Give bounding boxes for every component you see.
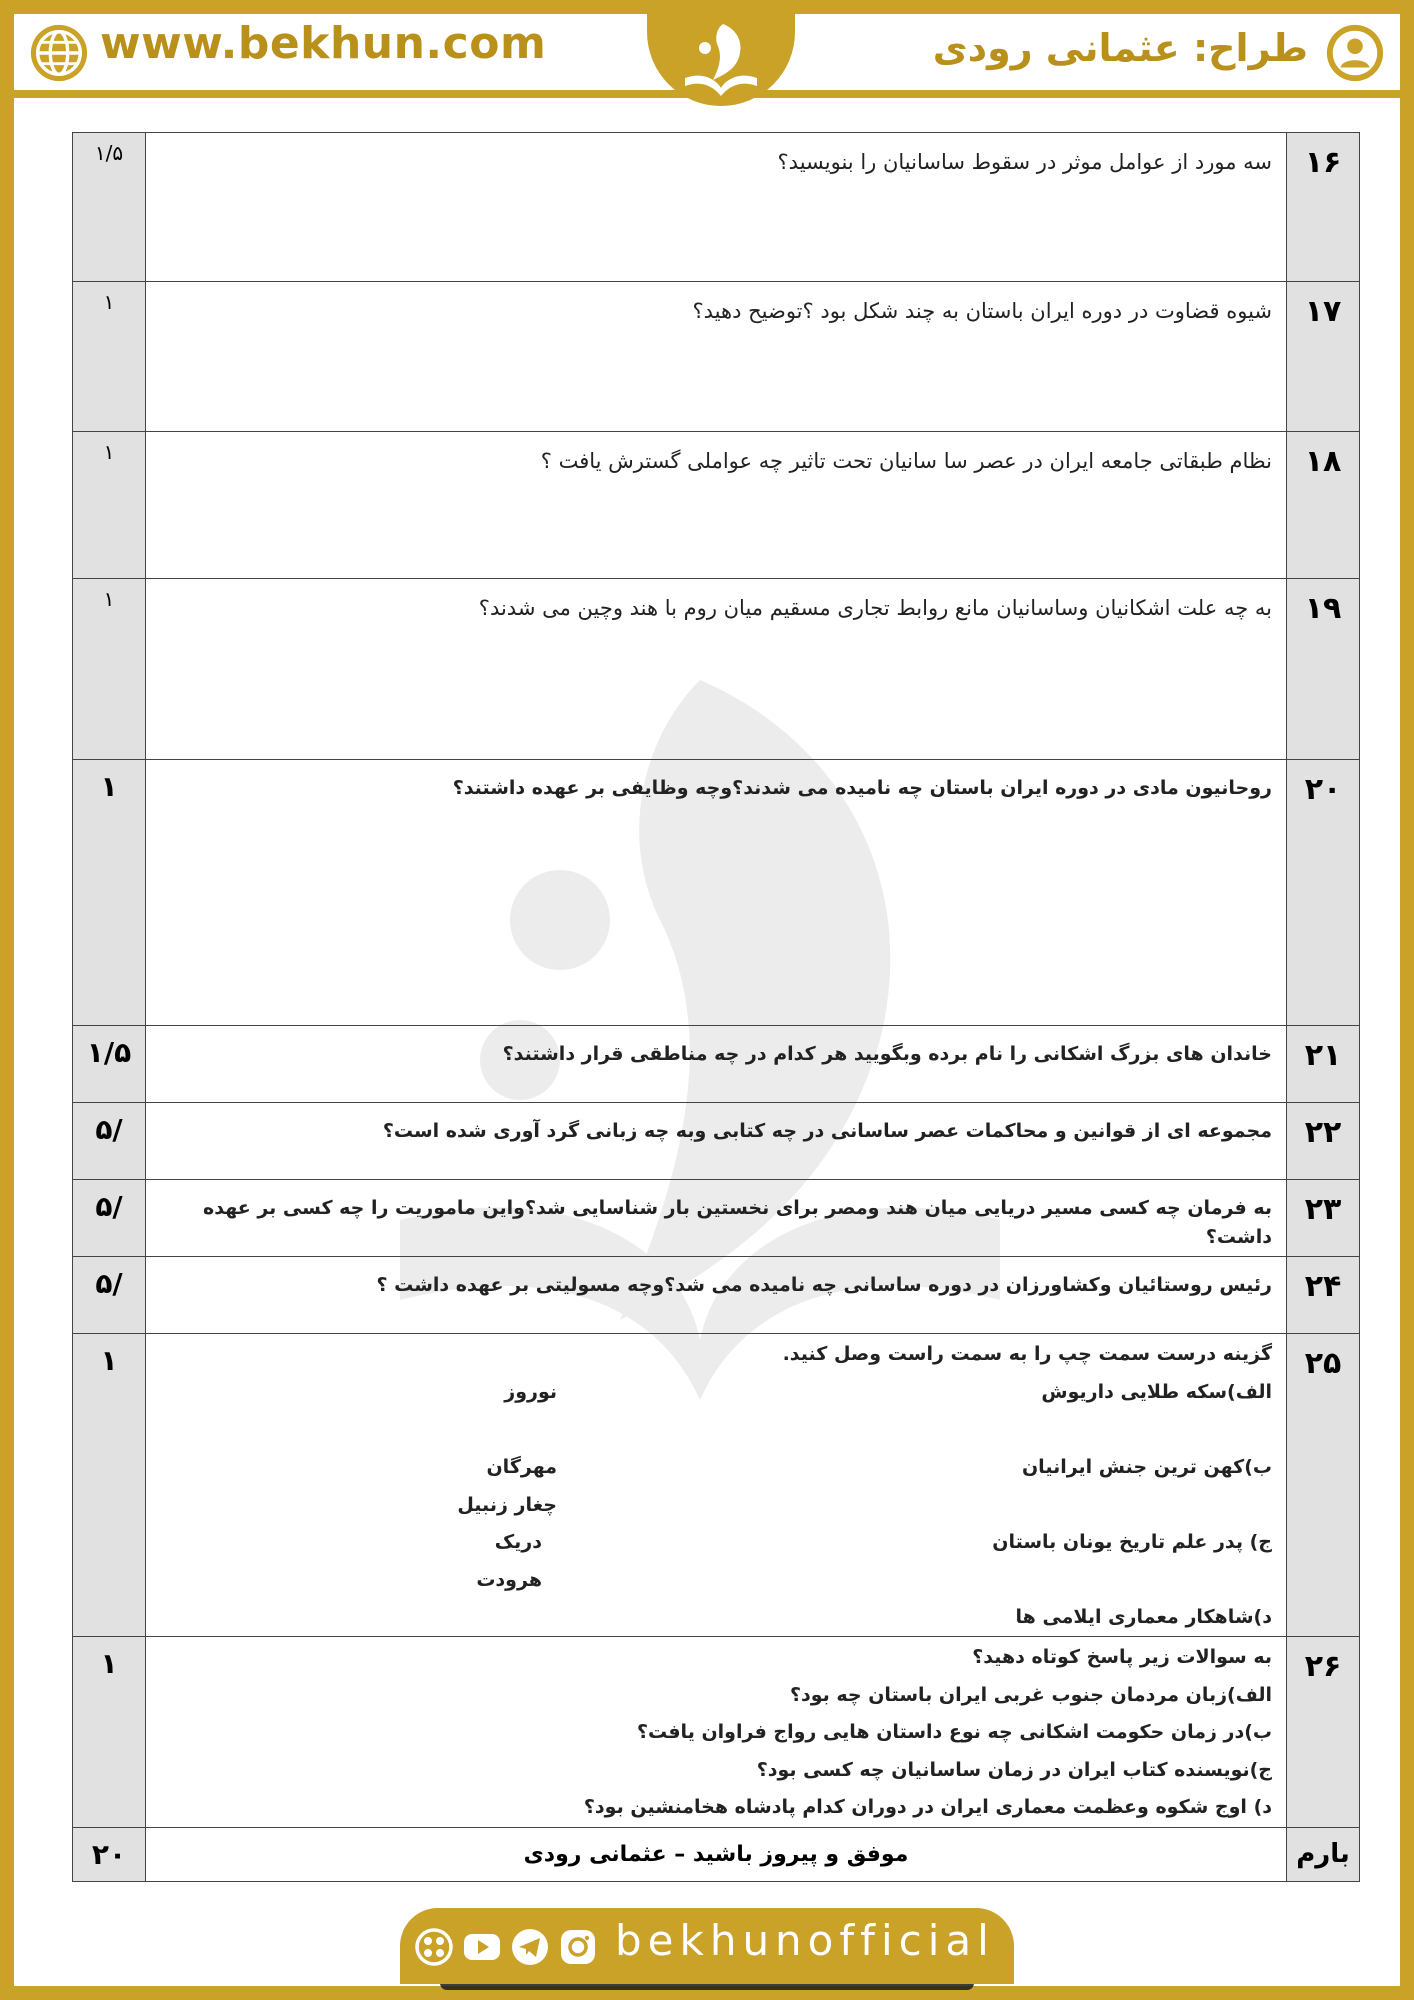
question-number: ۲۵ bbox=[1287, 1334, 1360, 1637]
table-row bbox=[73, 1180, 1360, 1257]
matching-item-b: ب)کهن ترین جنش ایرانیان bbox=[1021, 1456, 1272, 1478]
question-text: خاندان های بزرگ اشکانی را نام برده وبگویید هر کدام در چه مناطقی قرار داشتند؟ bbox=[146, 1026, 1287, 1103]
table-row bbox=[73, 1103, 1360, 1180]
table-row bbox=[73, 1026, 1360, 1103]
question-number: ۲۴ bbox=[1287, 1257, 1360, 1334]
question-text: سه مورد از عوامل موثر در سقوط ساسانیان را بنویسید؟ bbox=[146, 133, 1287, 282]
table-row bbox=[73, 1334, 1360, 1637]
short-answer-line: ج)نویسنده کتاب ایران در زمان ساسانیان چه کسی بود؟ bbox=[756, 1758, 1272, 1781]
score-cell: ۱/۵ bbox=[73, 1026, 146, 1103]
matching-option: دریک bbox=[494, 1531, 542, 1553]
short-answer-line: الف)زبان مردمان جنوب غربی ایران باستان چه بود؟ bbox=[789, 1683, 1272, 1706]
youtube-icon[interactable] bbox=[462, 1927, 502, 1967]
score-cell: /۵ bbox=[73, 1180, 146, 1257]
question-text: شیوه قضاوت در دوره ایران باستان به چند شکل بود ؟توضیح دهید؟ bbox=[146, 282, 1287, 432]
question-text: رئیس روستائیان وکشاورزان در دوره ساسانی چه نامیده می شد؟وچه مسولیتی بر عهده داشت ؟ bbox=[146, 1257, 1287, 1334]
question-text: به چه علت اشکانیان وساسانیان مانع روابط تجاری مسقیم میان روم با هند وچین می شدند؟ bbox=[146, 579, 1287, 760]
exam-table bbox=[72, 132, 1360, 1882]
score-cell: ۱ bbox=[73, 432, 146, 579]
question-number: ۱۹ bbox=[1287, 579, 1360, 760]
social-footer bbox=[400, 1908, 1014, 1984]
matching-item-a: الف)سکه طلایی داریوش bbox=[1041, 1381, 1272, 1403]
short-answer-line: به سوالات زیر پاسخ کوتاه دهید؟ bbox=[972, 1646, 1272, 1668]
question-text: نظام طبقاتی جامعه ایران در عصر سا سانیان تحت تاثیر چه عواملی گسترش یافت ؟ bbox=[146, 432, 1287, 579]
table-row bbox=[73, 1637, 1360, 1828]
short-answer-line: د) اوج شکوه وعظمت معماری ایران در دوران کدام پادشاه هخامنشین بود؟ bbox=[583, 1796, 1272, 1818]
score-cell: ۱ bbox=[73, 282, 146, 432]
matching-question bbox=[146, 1334, 1287, 1637]
score-cell: ۱ bbox=[73, 1334, 146, 1637]
matching-option: نوروز bbox=[504, 1381, 557, 1403]
book-feather-logo-icon bbox=[677, 20, 765, 100]
instagram-icon[interactable] bbox=[558, 1927, 598, 1967]
total-score: ۲۰ bbox=[73, 1827, 146, 1881]
short-answer-line: ب)در زمان حکومت اشکانی چه نوع داستان هایی رواج فراوان یافت؟ bbox=[636, 1721, 1272, 1743]
question-number: ۱۷ bbox=[1287, 282, 1360, 432]
score-cell: ۱/۵ bbox=[73, 133, 146, 282]
question-number: ۱۸ bbox=[1287, 432, 1360, 579]
summary-row bbox=[73, 1827, 1360, 1881]
aparat-icon[interactable] bbox=[414, 1927, 454, 1967]
question-number: ۲۲ bbox=[1287, 1103, 1360, 1180]
score-label: بارم bbox=[1287, 1827, 1360, 1881]
matching-option: مهرگان bbox=[486, 1456, 557, 1478]
table-row bbox=[73, 760, 1360, 1026]
social-handle[interactable]: bekhunofficial bbox=[615, 1916, 995, 1965]
matching-instruction: گزینه درست سمت چپ را به سمت راست وصل کنید. bbox=[782, 1343, 1272, 1365]
table-row bbox=[73, 1257, 1360, 1334]
score-cell: ۱ bbox=[73, 579, 146, 760]
globe-icon[interactable] bbox=[28, 22, 90, 84]
matching-option: هرودت bbox=[476, 1569, 542, 1591]
header-bar bbox=[14, 14, 1400, 98]
table-row bbox=[73, 133, 1360, 282]
question-number: ۱۶ bbox=[1287, 133, 1360, 282]
table-row bbox=[73, 432, 1360, 579]
score-cell: /۵ bbox=[73, 1257, 146, 1334]
question-number: ۲۶ bbox=[1287, 1637, 1360, 1828]
designer-credit: طراح: عثمانی رودی bbox=[932, 26, 1308, 70]
matching-option: چغار زنبیل bbox=[457, 1494, 557, 1516]
logo-badge bbox=[647, 14, 795, 106]
closing-message: موفق و پیروز باشید – عثمانی رودی bbox=[146, 1827, 1287, 1881]
website-url[interactable]: www.bekhun.com bbox=[100, 18, 547, 69]
question-text: روحانیون مادی در دوره ایران باستان چه نامیده می شدند؟وچه وظایفی بر عهده داشتند؟ bbox=[146, 760, 1287, 1026]
question-text: به فرمان چه کسی مسیر دریایی میان هند ومصر برای نخستین بار شناسایی شد؟واین ماموریت را چه کسی بر عهده داشت؟ bbox=[146, 1180, 1287, 1257]
user-icon bbox=[1324, 22, 1386, 84]
score-cell: ۱ bbox=[73, 760, 146, 1026]
telegram-icon[interactable] bbox=[510, 1927, 550, 1967]
matching-item-c: ج) پدر علم تاریخ یونان باستان bbox=[992, 1531, 1272, 1553]
question-number: ۲۱ bbox=[1287, 1026, 1360, 1103]
table-row bbox=[73, 579, 1360, 760]
question-number: ۲۰ bbox=[1287, 760, 1360, 1026]
matching-area bbox=[160, 1340, 1272, 1626]
question-number: ۲۳ bbox=[1287, 1180, 1360, 1257]
score-cell: ۱ bbox=[73, 1637, 146, 1828]
short-answer-question bbox=[146, 1637, 1287, 1828]
matching-item-d: د)شاهکار معماری ایلامی ها bbox=[1015, 1606, 1272, 1628]
question-text: مجموعه ای از قوانین و محاکمات عصر ساسانی در چه کتابی وبه چه زبانی گرد آوری شده است؟ bbox=[146, 1103, 1287, 1180]
table-row bbox=[73, 282, 1360, 432]
score-cell: /۵ bbox=[73, 1103, 146, 1180]
